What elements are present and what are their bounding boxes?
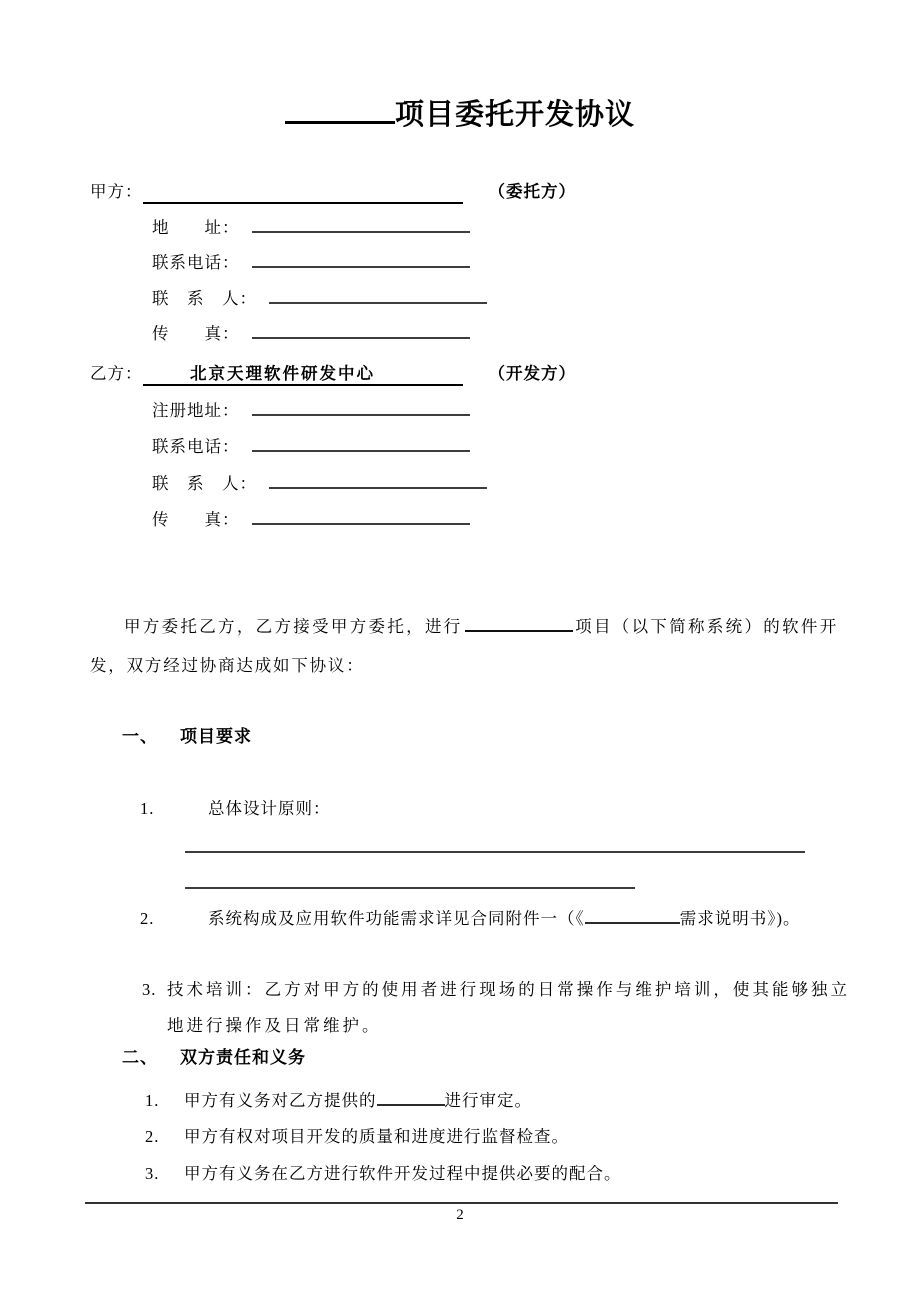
field-label: 传 真： <box>152 510 240 529</box>
item-blank-line <box>585 922 680 924</box>
intro-text-before: 甲方委托乙方，乙方接受甲方委托，进行 <box>124 617 463 636</box>
section-one-heading <box>122 722 252 747</box>
field-label: 地 址： <box>152 217 240 237</box>
title-text: 项目委托开发协议 <box>394 99 635 131</box>
intro-text-after: 项目（以下简称系统）的软件开发，双方经过协商达成如下协议： <box>90 617 838 675</box>
field-blank-line <box>252 450 470 452</box>
item-number: 1. <box>140 799 155 818</box>
section-two-number: 二、 <box>122 1048 158 1067</box>
item-number: 2. <box>145 1127 160 1147</box>
section-one-item-1 <box>140 795 331 819</box>
section-two-heading <box>122 1043 306 1068</box>
footer-divider <box>85 1202 838 1204</box>
party-b-field-fax <box>90 502 576 539</box>
party-b-field-address <box>90 393 576 430</box>
party-a-role: （委托方） <box>488 182 576 201</box>
field-blank-line <box>269 302 487 304</box>
section-two-item-1 <box>145 1083 622 1119</box>
section-one-number: 一、 <box>122 727 158 746</box>
title-blank-line <box>285 121 395 124</box>
section-two-items <box>145 1083 622 1192</box>
document-title <box>0 92 920 133</box>
item-number: 2. <box>140 909 155 928</box>
field-label: 联 系 人： <box>152 288 257 308</box>
field-label: 联系电话： <box>152 253 240 272</box>
party-b-field-contact <box>90 466 576 503</box>
party-b-name: 北京天理软件研发中心 <box>190 364 375 383</box>
field-blank-line <box>269 487 487 489</box>
section-one-item-2 <box>140 905 801 929</box>
party-b-block <box>90 356 576 539</box>
item-text: 甲方有义务在乙方进行软件开发过程中提供必要的配合。 <box>184 1163 622 1183</box>
field-label: 联系电话： <box>152 437 240 456</box>
item-text: 总体设计原则： <box>208 799 331 818</box>
intro-paragraph <box>90 607 838 685</box>
field-blank-line <box>252 523 470 525</box>
party-b-name-blank <box>143 360 463 386</box>
field-label: 注册地址： <box>152 400 240 420</box>
party-a-field-contact <box>90 281 576 317</box>
item-blank-line <box>377 1104 445 1106</box>
field-blank-line <box>252 414 470 416</box>
item-text-before: 甲方有义务对乙方提供的 <box>184 1091 377 1110</box>
item-number: 3. <box>145 1163 160 1183</box>
party-b-field-phone <box>90 429 576 466</box>
party-a-field-fax <box>90 316 576 352</box>
party-a-field-address <box>90 210 576 246</box>
item-text-after: 需求说明书》)。 <box>679 909 801 928</box>
page-number: 2 <box>456 1207 464 1223</box>
section-one-item-3 <box>142 972 850 1043</box>
party-a-label: 甲方： <box>90 182 143 201</box>
party-a-header <box>90 174 576 210</box>
field-label: 联 系 人： <box>152 473 257 493</box>
party-b-role: （开发方） <box>488 364 576 383</box>
section-two-item-3 <box>145 1156 622 1192</box>
fill-in-line-2 <box>185 887 635 889</box>
item-text-after: 进行审定。 <box>444 1091 532 1110</box>
item-text-before: 系统构成及应用软件功能需求详见合同附件一（《 <box>208 909 585 928</box>
field-blank-line <box>252 231 470 233</box>
field-label: 传 真： <box>152 324 240 343</box>
field-blank-line <box>252 266 470 268</box>
party-b-label: 乙方： <box>90 364 143 383</box>
fill-in-line-1 <box>185 851 805 853</box>
party-a-block <box>90 174 576 352</box>
party-a-field-phone <box>90 245 576 281</box>
section-two-title: 双方责任和义务 <box>180 1048 306 1067</box>
section-one-title: 项目要求 <box>180 727 252 746</box>
party-b-header <box>90 356 576 393</box>
item-number: 3. <box>142 980 157 999</box>
item-text: 甲方有权对项目开发的质量和进度进行监督检查。 <box>184 1127 569 1147</box>
item-number: 1. <box>145 1091 160 1110</box>
item-text: 技术培训：乙方对甲方的使用者进行现场的日常操作与维护培训，使其能够独立地进行操作及日常维护。 <box>167 980 850 1035</box>
field-blank-line <box>252 337 470 339</box>
party-a-name-blank <box>143 182 463 204</box>
section-two-item-2 <box>145 1119 622 1155</box>
intro-blank-line <box>465 630 573 632</box>
